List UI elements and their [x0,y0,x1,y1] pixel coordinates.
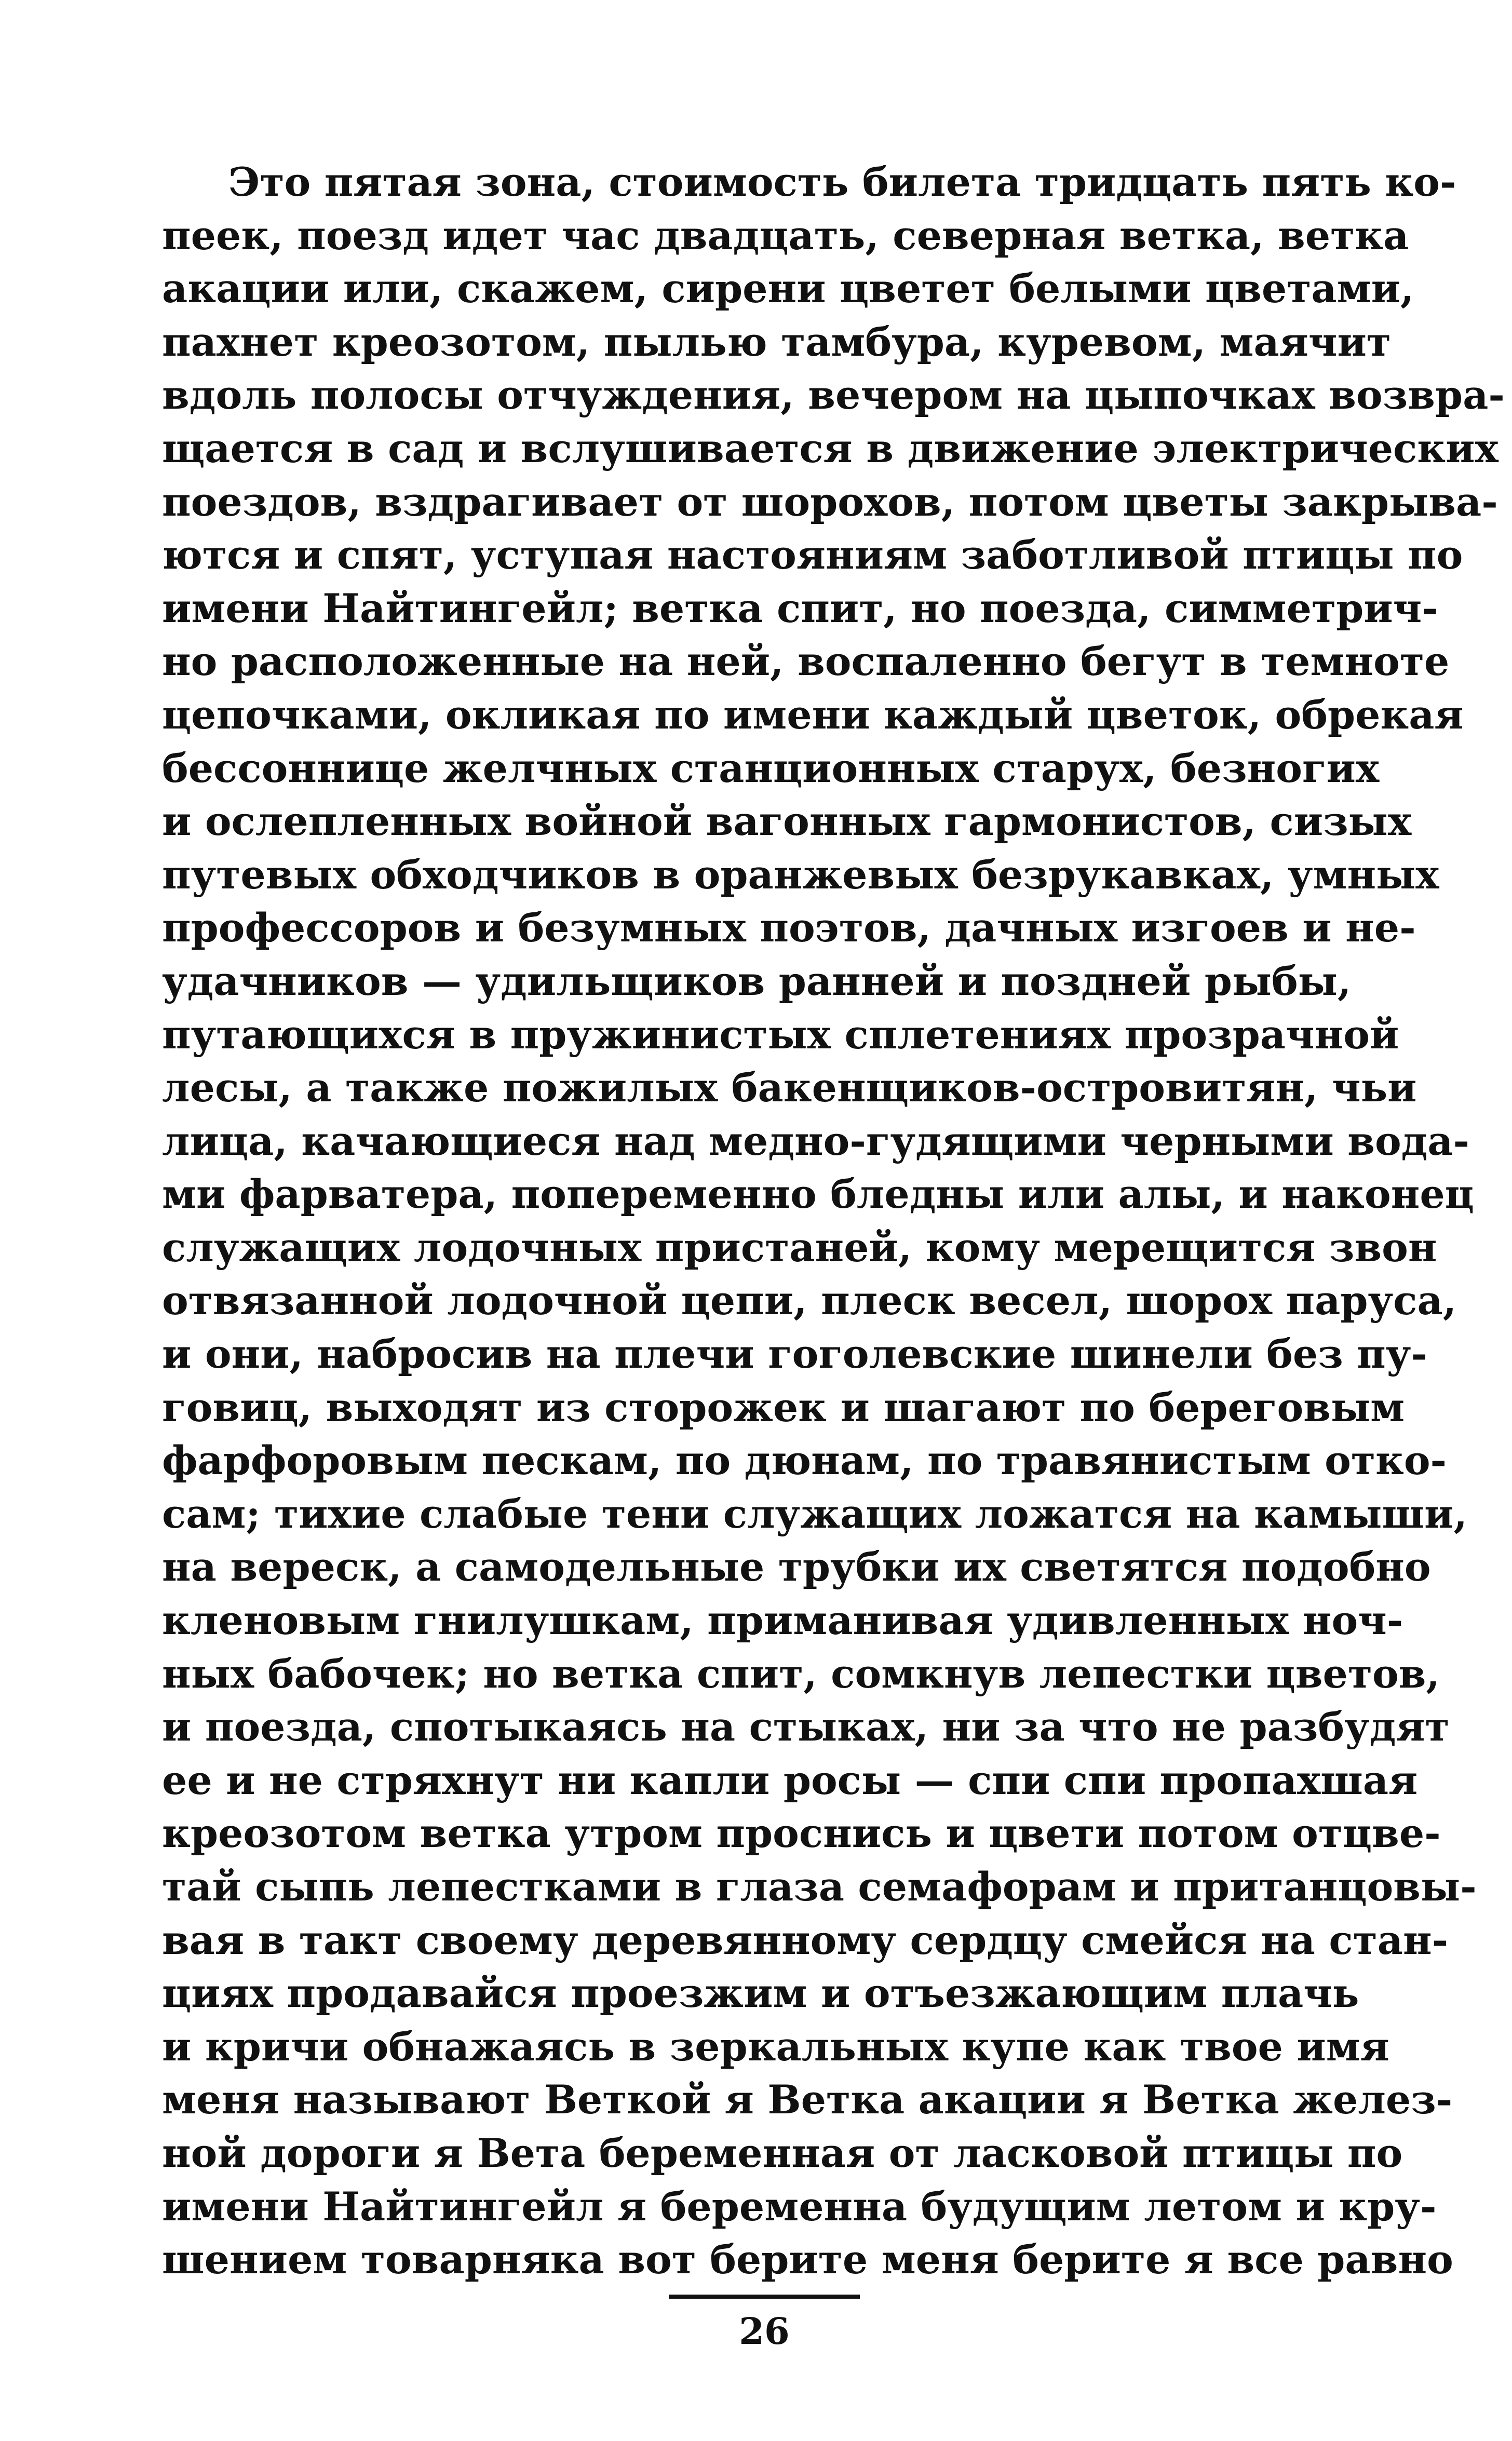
text-line: цепочками, окликая по имени каждый цветок, обрекая [162,691,1464,738]
text-line: служащих лодочных пристаней, кому мерещится звон [162,1224,1437,1271]
text-line: сам; тихие слабые тени служащих ложатся на камыши, [162,1490,1467,1537]
text-line: вдоль полосы отчуждения, вечером на цыпочках возвра- [162,372,1505,419]
text-line: имени Найтингейл я беременна будущим летом и кру- [162,2183,1437,2230]
text-line: креозотом ветка утром проснись и цвети потом отцве- [162,1810,1441,1857]
text-line: но расположенные на ней, воспаленно бегут в темноте [162,638,1450,685]
text-line: и ослепленных войной вагонных гармонистов, сизых [162,798,1412,845]
text-line: меня называют Веткой я Ветка акации я Ветка желез- [162,2076,1453,2123]
text-line: и поезда, спотыкаясь на стыках, ни за что не разбудят [162,1704,1450,1750]
text-line: тай сыпь лепестками в глаза семафорам и пританцовы- [162,1864,1477,1910]
text-line: ее и не стряхнут ни капли росы — спи спи пропахшая [162,1757,1418,1803]
text-line: шением товарняка вот берите меня берите я все равно [162,2236,1453,2283]
text-line: ются и спят, уступая настояниям заботливой птицы по [162,532,1463,578]
text-line: кленовым гнилушкам, приманивая удивленных ноч- [162,1597,1403,1644]
text-line: ных бабочек; но ветка спит, сомкнув лепестки цветов, [162,1650,1440,1697]
body-text [162,156,1505,2287]
text-line: профессоров и безумных поэтов, дачных изгоев и не- [162,905,1416,951]
text-line: и они, набросив на плечи гоголевские шинели без пу- [162,1331,1427,1378]
text-line: говиц, выходят из сторожек и шагают по береговым [162,1384,1405,1431]
text-line: на вереск, а самодельные трубки их светятся подобно [162,1544,1431,1590]
text-line: Это пятая зона, стоимость билета тридцать пять ко- [228,159,1456,205]
text-line: лица, качающиеся над медно-гудящими черными вода- [162,1117,1470,1164]
text-line: путевых обходчиков в оранжевых безрукавках, умных [162,851,1439,898]
text-line: пахнет креозотом, пылью тамбура, куревом, маячит [162,318,1392,365]
text-line: фарфоровым пескам, по дюнам, по травянистым отко- [162,1437,1447,1484]
text-line: и кричи обнажаясь в зеркальных купе как твое имя [162,2023,1389,2070]
text-line: пеек, поезд идет час двадцать, северная ветка, ветка [162,212,1409,259]
text-line: ной дороги я Вета беременная от ласковой птицы по [162,2129,1403,2176]
text-line: отвязанной лодочной цепи, плеск весел, шорох паруса, [162,1277,1457,1324]
text-line: лесы, а также пожилых бакенщиков-островитян, чьи [162,1064,1417,1111]
text-line: удачников — удильщиков ранней и поздней рыбы, [162,957,1352,1004]
text-line: щается в сад и вслушивается в движение электрических [162,425,1499,471]
page-number: 26 [739,2310,790,2353]
text-line: путающихся в пружинистых сплетениях прозрачной [162,1011,1399,1058]
text-line: вая в такт своему деревянному сердцу смейся на стан- [162,1917,1449,1963]
text-line: акации или, скажем, сирени цветет белыми цветами, [162,265,1414,312]
text-line: имени Найтингейл; ветка спит, но поезда, симметрич- [162,585,1438,631]
text-line: ми фарватера, попеременно бледны или алы, и наконец [162,1171,1474,1218]
text-line: циях продавайся проезжим и отъезжающим плачь [162,1970,1359,2017]
footer-rule [669,2295,860,2299]
text-line: поездов, вздрагивает от шорохов, потом цветы закрыва- [162,478,1498,525]
text-line: бессоннице желчных станционных старух, безногих [162,745,1380,791]
